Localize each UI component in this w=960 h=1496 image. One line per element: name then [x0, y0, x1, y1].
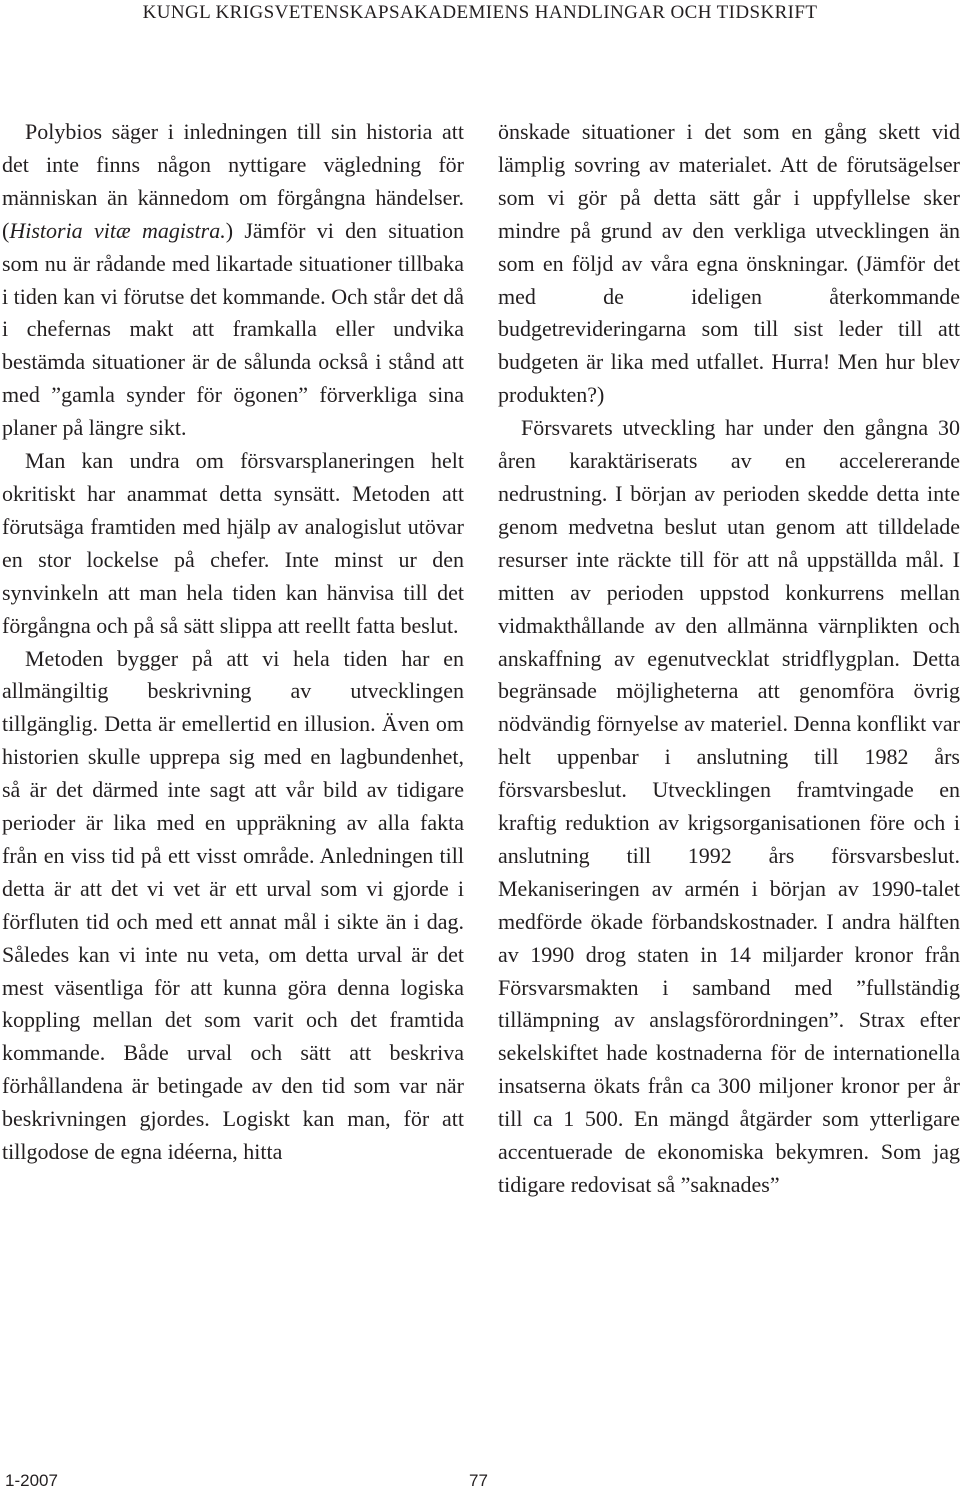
paragraph-text: ) Jämför vi den situation som nu är rådande med likartade situationer tillbaka i tiden kan vi förutse det kommande. Och står det då i chefernas makt att framkalla eller undvika bestämda situationer är de sålunda också i stånd att med ”gamla synder för ögonen” förverkliga sina planer på längre sikt.: [2, 217, 465, 441]
page-number: 77: [469, 1471, 488, 1490]
issue-number: 1-2007: [5, 1471, 58, 1490]
latin-quote: Historia vitæ magistra.: [9, 217, 226, 243]
paragraph-text: Polybios säger i inledningen till sin historia att det inte finns någon nyttigare vägledning för människan än kännedom om förgångna händelser. (: [2, 119, 464, 243]
right-column: [498, 116, 960, 1202]
paragraph-polybios: [2, 116, 464, 445]
paragraph-forsvarets-utveckling: Försvarets utveckling har under den gångna 30 åren karaktäriserats av en accelererande nedrustning. I början av perioden skedde detta inte genom medvetna beslut utan genom att tilldelade resurser inte räckte till för att nå uppställda mål. I mitten av perioden uppstod konkurrens mellan vidmakthållande av den allmänna värnplikten och anskaffning av egenutvecklat stridflygplan. Detta begränsade möjligheterna att genomföra övrig nödvändig förnyelse av materiel. Denna konflikt var helt uppenbar i anslutning till 1982 års försvarsbeslut. Utvecklingen framtvingade en kraftig reduktion av krigsorganisationen före och i anslutning till 1992 års försvarsbeslut. Mekaniseringen av armén i början av 1990-talet medförde ökade förbandskostnader. I andra hälften av 1990 drog staten in 14 miljarder kronor från Försvarsmakten i samband med ”fullständig tillämpning av anslagsförordningen”. Strax efter sekelskiftet hade kostnaderna för de internationella insatserna ökats från ca 300 miljoner kronor per år till ca 1 500. En mängd åtgärder som ytterligare accentuerade de ekonomiska bekymren. Som jag tidigare redovisat så ”saknades”: [498, 415, 960, 1197]
paragraph-metoden: Metoden bygger på att vi hela tiden har en allmängiltig beskrivning av utvecklingen tillgänglig. Detta är emellertid en illusion. Även om historien skulle upprepa sig med en lagbundenhet, så är det därmed inte sagt att vår bild av tidigare perioder är lika med en uppräkning av alla fakta från en viss tid på ett visst område. Anledningen till detta är att det vi vet är ett urval som vi gjorde i förfluten tid och med ett annat mål i sikte än i dag. Således kan vi inte nu veta, om detta urval är det mest väsentliga för att kunna göra denna logiska koppling mellan det som varit och det framtida kommande. Både urval och sätt att beskriva förhållandena är betingade av den tid som var när beskrivningen gjordes. Logiskt kan man, för att tillgodose de egna idéerna, hitta: [2, 645, 464, 1165]
running-head: KUNGL KRIGSVETENSKAPSAKADEMIENS HANDLINGAR OCH TIDSKRIFT: [142, 2, 818, 23]
paragraph-forsvarsplanering: Man kan undra om försvarsplaneringen helt okritiskt har anammat detta synsätt. Metoden att förutsäga framtiden med hjälp av analogislut utövar en stor lockelse på chefer. Inte minst ur den synvinkeln att man hela tiden kan hänvisa till det förgångna och på så sätt slippa att reellt fatta beslut.: [2, 448, 464, 638]
paragraph-continued: önskade situationer i det som en gång skett vid lämplig sovring av materialet. Att de förutsägelser som vi gör på detta sätt går i uppfyllelse sker mindre på grund av den verkliga utvecklingen än som en följd av våra egna önskningar. (Jämför det med de ideligen återkommande budgetrevideringarna som till sist leder till att budgeten är lika med utfallet. Hurra! Men hur blev produkten?): [498, 119, 960, 408]
left-column: [2, 116, 464, 1169]
